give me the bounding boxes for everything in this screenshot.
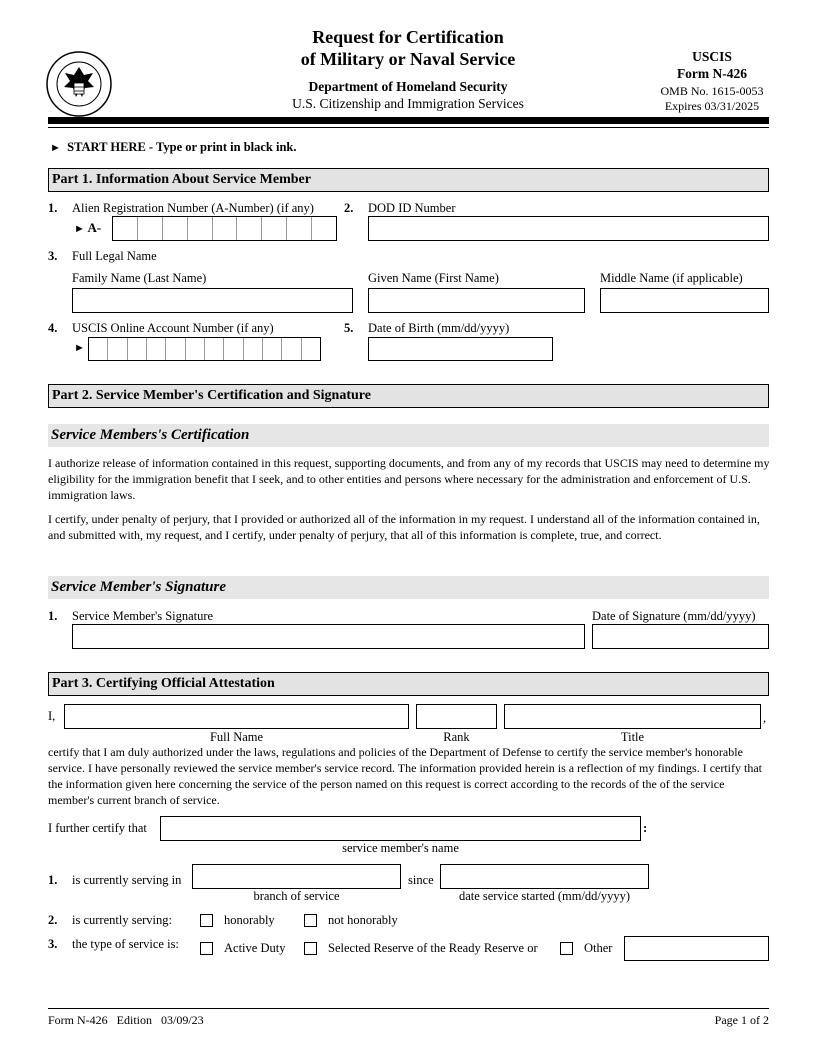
form-number: Form N-426 — [676, 66, 748, 81]
currently-serving-label: is currently serving: — [72, 913, 172, 927]
uscis-label: USCIS — [692, 49, 732, 64]
active-duty-checkbox[interactable] — [200, 942, 213, 955]
honorably-label: honorably — [224, 913, 275, 927]
dob-label: Date of Birth (mm/dd/yyyy) — [368, 321, 510, 335]
not-honorably-checkbox[interactable] — [304, 914, 317, 927]
signature-label: Service Member's Signature — [72, 609, 214, 623]
part2-header: Part 2. Service Member's Certification and Signature — [48, 384, 769, 408]
q3-number: 3. — [48, 249, 58, 263]
header-rule-thick — [48, 117, 769, 124]
part3-header: Part 3. Certifying Official Attestation — [48, 672, 769, 696]
part1-header: Part 1. Information About Service Member — [48, 168, 769, 192]
uscis-account-field[interactable] — [88, 337, 321, 361]
rank-caption: Rank — [443, 730, 470, 744]
certification-heading: Service Members's Certification — [48, 424, 769, 447]
official-full-name-field[interactable] — [64, 704, 409, 729]
q2-number: 2. — [344, 201, 354, 215]
certification-paragraph-2: I certify, under penalty of perjury, that I provided or authorized all of the information in my request. I understand all of the information contained in, and submitted with, my request, and I certify, under penalty of perjury, that all of this information is complete, true, and correct. — [48, 512, 760, 542]
colon: : — [643, 821, 648, 835]
footer-edition: Form N-426 Edition 03/09/23 — [48, 1013, 204, 1027]
title-line-1: Request for Certification — [312, 27, 504, 47]
a-number-label: Alien Registration Number (A-Number) (if any) — [72, 201, 314, 215]
branch-caption: branch of service — [253, 889, 340, 903]
dod-id-label: DOD ID Number — [368, 201, 456, 215]
header-rule-thin — [48, 127, 769, 128]
further-certify-label: I further certify that — [48, 821, 147, 835]
branch-of-service-field[interactable] — [192, 864, 401, 889]
footer-rule — [48, 1008, 769, 1009]
comma: , — [763, 711, 767, 725]
given-name-label: Given Name (First Name) — [368, 271, 499, 285]
q4-number: 4. — [48, 321, 58, 335]
start-here — [50, 140, 297, 155]
expiration-date: Expires 03/31/2025 — [664, 99, 760, 113]
service-type-label: the type of service is: — [72, 937, 179, 951]
date-started-caption: date service started (mm/dd/yyyy) — [458, 889, 631, 903]
sig-q1-number: 1. — [48, 609, 58, 623]
honorably-checkbox[interactable] — [200, 914, 213, 927]
p3-q1-number: 1. — [48, 873, 58, 887]
arrow-right-icon: ► — [50, 142, 61, 154]
p3-q3-number: 3. — [48, 937, 58, 951]
signature-field[interactable] — [72, 624, 585, 649]
date-service-started-field[interactable] — [440, 864, 649, 889]
full-name-caption: Full Name — [209, 730, 264, 744]
department-name: Department of Homeland Security — [308, 79, 508, 94]
dod-id-field[interactable] — [368, 216, 769, 241]
arrow-right-icon: ► — [74, 342, 85, 354]
selected-reserve-label: Selected Reserve of the Ready Reserve or — [328, 941, 538, 955]
active-duty-label: Active Duty — [224, 941, 286, 955]
family-name-label: Family Name (Last Name) — [72, 271, 207, 285]
other-service-field[interactable] — [624, 936, 769, 961]
i-label: I, — [48, 709, 56, 723]
certification-paragraph-1: I authorize release of information contained in this request, supporting documents, and from any of my records that USCIS may need to determine my eligibility for the immigration benefit that I seek, and to other entities and persons where necessary for the administration and enforcement of U.S. immigration laws. — [48, 456, 770, 502]
full-legal-name-label: Full Legal Name — [72, 249, 157, 263]
official-title-field[interactable] — [504, 704, 761, 729]
q5-number: 5. — [344, 321, 354, 335]
title-line-2: of Military or Naval Service — [300, 49, 516, 69]
title-caption: Title — [620, 730, 645, 744]
q1-number: 1. — [48, 201, 58, 215]
attestation-paragraph: certify that I am duly authorized under the laws, regulations and policies of the Department of Defense to certify the service member's honorable service. I have personally reviewed the service member's service record. The information provided herein is a reflection of my findings. I certify that the information given here concerning the service of the person named on this request is correct according to the records of the of the service member's current branch of service. — [48, 745, 762, 807]
a-prefix-text: A- — [87, 220, 102, 235]
serving-in-label: is currently serving in — [72, 873, 182, 887]
dob-field[interactable] — [368, 337, 553, 361]
other-label: Other — [584, 941, 613, 955]
p3-q2-number: 2. — [48, 913, 58, 927]
signature-date-label: Date of Signature (mm/dd/yyyy) — [592, 609, 756, 623]
a-number-prefix — [74, 220, 101, 236]
form-title — [258, 26, 558, 70]
since-label: since — [408, 873, 434, 887]
footer-page: Page 1 of 2 — [714, 1013, 769, 1027]
service-member-name-caption: service member's name — [342, 841, 459, 855]
selected-reserve-checkbox[interactable] — [304, 942, 317, 955]
service-member-name-field[interactable] — [160, 816, 641, 841]
dhs-seal — [46, 51, 112, 117]
official-rank-field[interactable] — [416, 704, 497, 729]
other-checkbox[interactable] — [560, 942, 573, 955]
a-number-field[interactable] — [112, 216, 337, 241]
given-name-field[interactable] — [368, 288, 585, 313]
not-honorably-label: not honorably — [328, 913, 398, 927]
arrow-right-icon: ► — [74, 223, 85, 235]
uscis-account-label: USCIS Online Account Number (if any) — [72, 321, 274, 335]
seal-icon — [46, 51, 112, 117]
middle-name-label: Middle Name (if applicable) — [600, 271, 743, 285]
omb-number: OMB No. 1615-0053 — [660, 84, 764, 98]
agency-name: U.S. Citizenship and Immigration Services — [292, 96, 524, 111]
signature-heading: Service Member's Signature — [48, 576, 769, 599]
signature-date-field[interactable] — [592, 624, 769, 649]
family-name-field[interactable] — [72, 288, 353, 313]
middle-name-field[interactable] — [600, 288, 769, 313]
start-here-text: START HERE - Type or print in black ink. — [67, 140, 297, 154]
